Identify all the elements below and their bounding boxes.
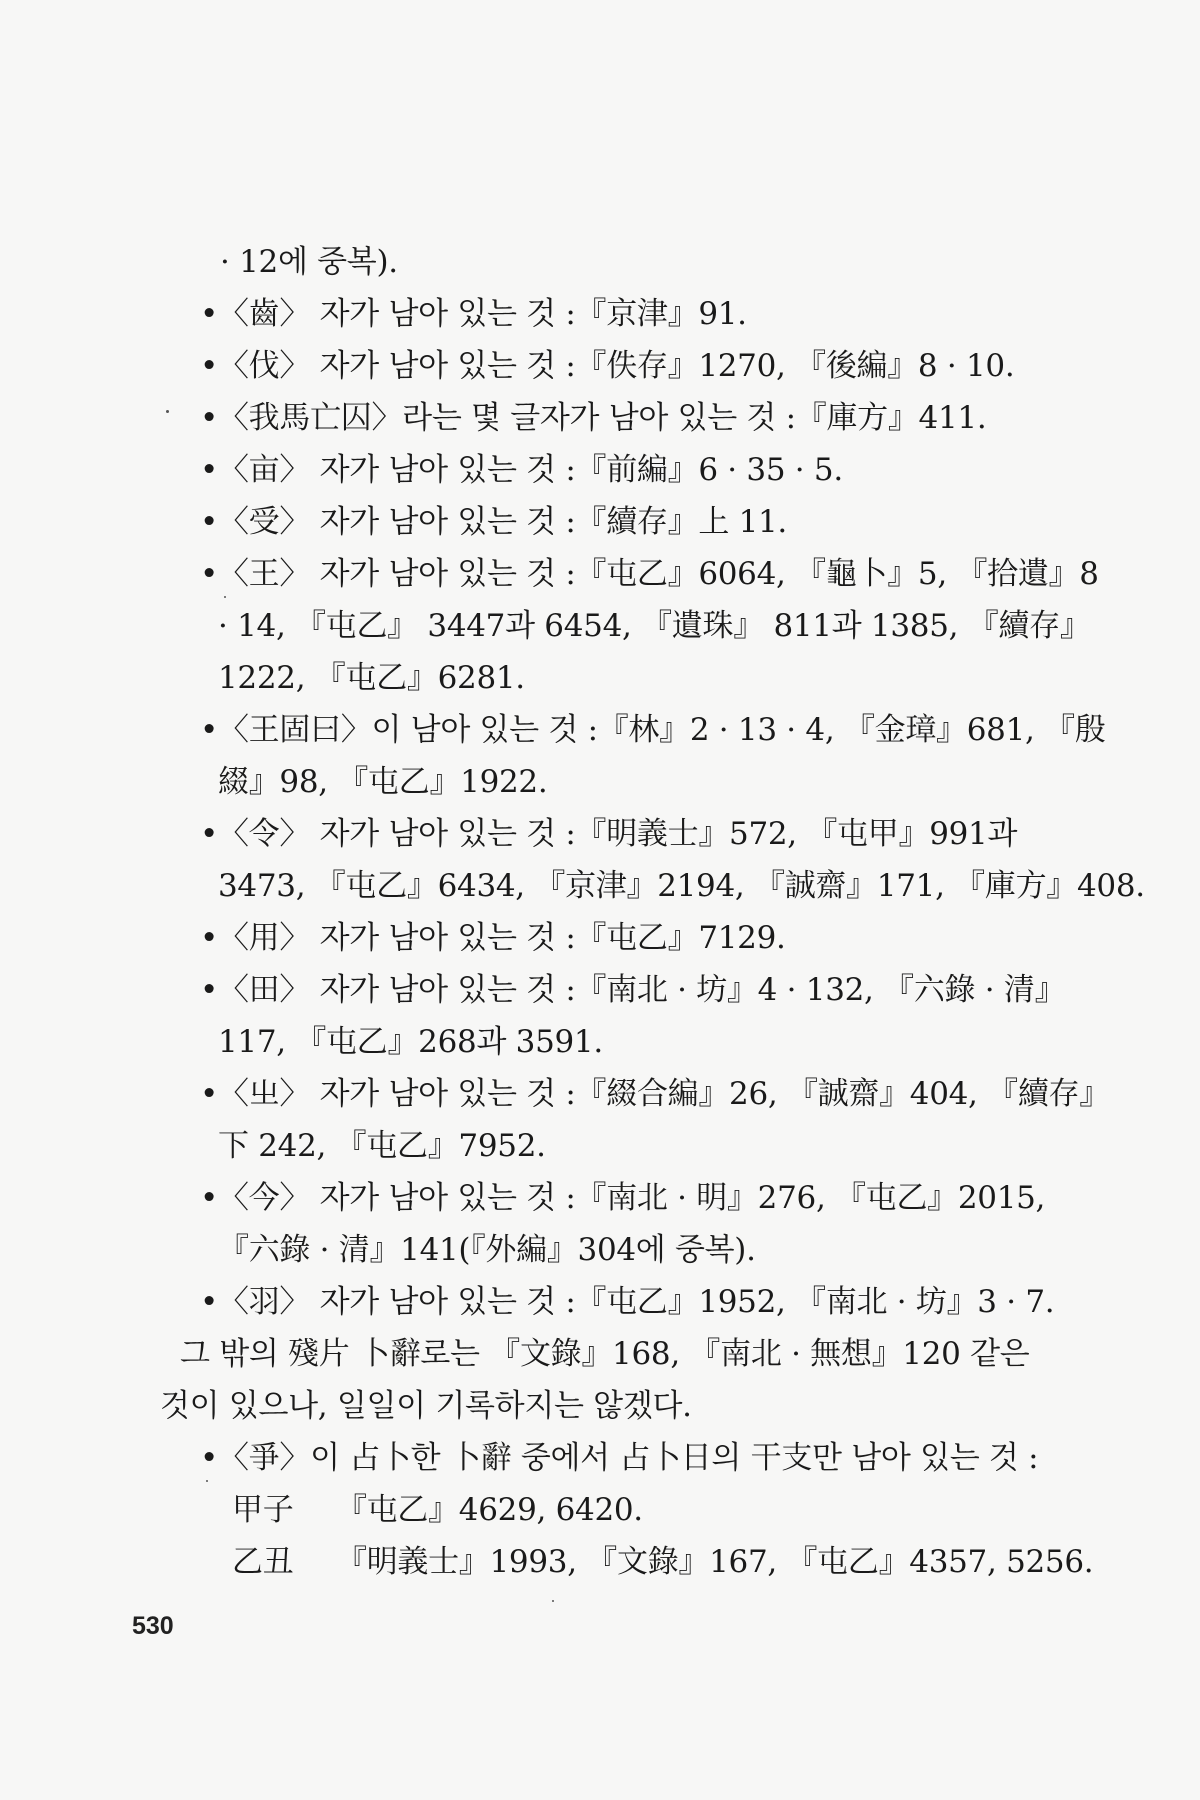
text-line: •〈王固曰〉이 남아 있는 것 :『林』2 · 13 · 4, 『金璋』681, 『殷 — [200, 712, 1106, 748]
text-line: 1222, 『屯乙』6281. — [218, 660, 525, 696]
text-line: •〈亩〉 자가 남아 있는 것 :『前編』6 · 35 · 5. — [200, 452, 843, 488]
page-number: 530 — [132, 1612, 174, 1640]
text-line: •〈爭〉이 占卜한 卜辭 중에서 占卜日의 干支만 남아 있는 것 : — [200, 1440, 1039, 1476]
text-line: 3473, 『屯乙』6434, 『京津』2194, 『誠齋』171, 『庫方』408. — [218, 868, 1145, 904]
text-line: •〈我馬亡囚〉라는 몇 글자가 남아 있는 것 :『庫方』411. — [200, 400, 987, 436]
scan-speck — [166, 410, 169, 413]
ganzhi-sources: 『明義士』1993, 『文錄』167, 『屯乙』4357, 5256. — [336, 1544, 1094, 1580]
ganzhi-row — [160, 1484, 1040, 1536]
text-line: •〈齒〉 자가 남아 있는 것 :『京津』91. — [200, 296, 747, 332]
ganzhi-row — [160, 1536, 1094, 1588]
text-line: 綴』98, 『屯乙』1922. — [218, 764, 548, 800]
text-line: 그 밖의 殘片 卜辭로는 『文錄』168, 『南北 · 無想』120 같은 — [180, 1336, 1030, 1372]
text-line: •〈受〉 자가 남아 있는 것 :『續存』上 11. — [200, 504, 787, 540]
text-line: •〈王〉 자가 남아 있는 것 :『屯乙』6064, 『龜卜』5, 『拾遺』8 — [200, 556, 1099, 592]
scan-speck — [224, 596, 226, 598]
ganzhi-sources: 『屯乙』4629, 6420. — [336, 1492, 643, 1528]
text-line: 下 242, 『屯乙』7952. — [218, 1128, 546, 1164]
text-line: 것이 있으나, 일일이 기록하지는 않겠다. — [160, 1388, 692, 1424]
body-text — [160, 236, 1145, 1588]
scan-speck — [552, 1600, 554, 1602]
text-line: •〈田〉 자가 남아 있는 것 :『南北 · 坊』4 · 132, 『六錄 · 清』 — [200, 972, 1066, 1008]
ganzhi-key: 乙丑 — [232, 1544, 294, 1580]
text-line: •〈用〉 자가 남아 있는 것 :『屯乙』7129. — [200, 920, 786, 956]
text-line: •〈羽〉 자가 남아 있는 것 :『屯乙』1952, 『南北 · 坊』3 · 7. — [200, 1284, 1055, 1320]
text-line: 『六錄 · 清』141(『外編』304에 중복). — [218, 1232, 756, 1268]
text-line: •〈令〉 자가 남아 있는 것 :『明義士』572, 『屯甲』991과 — [200, 816, 1018, 852]
text-line: · 12에 중복). — [220, 244, 398, 280]
scan-speck — [206, 1480, 208, 1482]
text-line: •〈㞢〉 자가 남아 있는 것 :『綴合編』26, 『誠齋』404, 『續存』 — [200, 1076, 1110, 1112]
text-line: •〈伐〉 자가 남아 있는 것 :『佚存』1270, 『後編』8 · 10. — [200, 348, 1015, 384]
text-line: 117, 『屯乙』268과 3591. — [218, 1024, 603, 1060]
ganzhi-key: 甲子 — [232, 1492, 294, 1528]
text-line: · 14, 『屯乙』 3447과 6454, 『遺珠』 811과 1385, 『續存』 — [218, 608, 1091, 644]
text-line: •〈今〉 자가 남아 있는 것 :『南北 · 明』276, 『屯乙』2015, — [200, 1180, 1046, 1216]
